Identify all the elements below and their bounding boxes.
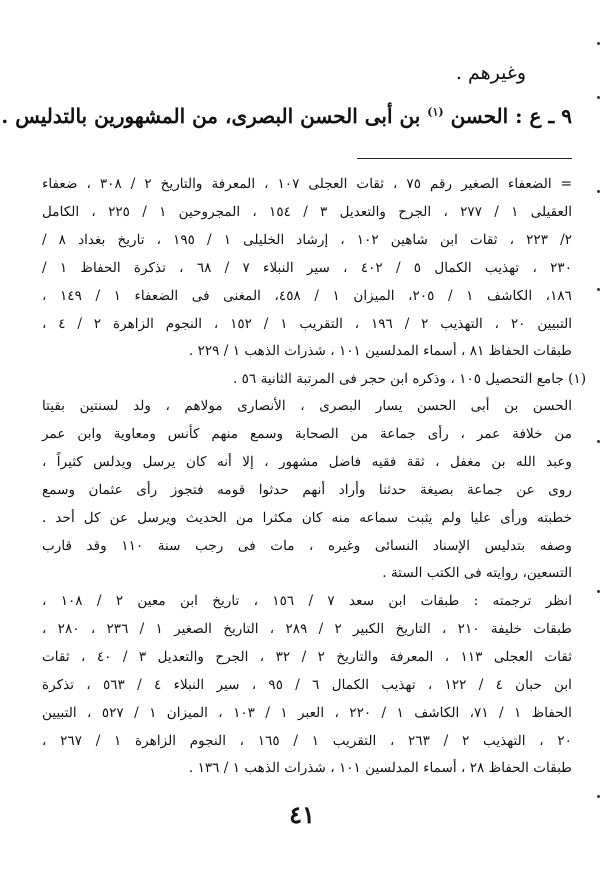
footnote-line: ثقات العجلى ١١٣ ، المعرفة والتاريخ ٢ / ٣٢ ، الجرح والتعديل ٣ / ٤٠ ، ثقات	[42, 649, 572, 665]
scan-speck	[597, 42, 600, 45]
footnote-line: خطبته ورأى عليا ولم يثبت سماعه منه كان مكثرا من الحديث ويرسل عن كل أحد .	[42, 510, 572, 526]
footnote-line: التسعين، روايته فى الكتب الستة .	[382, 565, 572, 581]
footnote-line: ٢/ ٢٢٣ ، ثقات ابن شاهين ١٠٢ ، إرشاد الخليلى ١ / ١٩٥ ، تاريخ بغداد ٨ /	[42, 232, 573, 248]
footnote-line: وعبد الله بن مغفل ، ثقة فقيه فاضل مشهور ، إلا أنه كان يرسل ويدلس كثيراً ،	[42, 454, 572, 470]
footnote-line: انظر ترجمته : طبقات ابن سعد ٧ / ١٥٦ ، تاريخ ابن معين ٢ / ١٠٨ ،	[42, 593, 572, 609]
scan-speck	[597, 795, 600, 798]
footnote-line: = الضعفاء الصغير رقم ٧٥ ، ثقات العجلى ١٠٧ ، المعرفة والتاريخ ٢ / ٣٠٨ ، ضعفاء	[42, 176, 572, 192]
scan-speck	[597, 96, 600, 99]
footnote-line: ٢٣٠ ، تهذيب الكمال ٥ / ٤٠٢ ، سير النبلاء ٧ / ٦٨ ، تذكرة الحفاظ ١ /	[42, 260, 573, 276]
scan-speck	[597, 440, 600, 443]
footnote-line: روى عن جماعة بصيغة حدثنا وأراد أنهم حدثوا قومه فتجوز رأى عثمان وسمع	[42, 482, 572, 498]
footnote-line: ابن حبان ٤ / ١٢٢ ، تهذيب الكمال ٦ / ٩٥ ، سير النبلاء ٤ / ٥٦٣ ، تذكرة	[42, 677, 572, 693]
footnote-line: طبقات الحفاظ ٢٨ ، أسماء المدلسين ١٠١ ، شذرات الذهب ١ / ١٣٦ .	[188, 760, 572, 776]
entry-description: بن أبى الحسن البصرى، من المشهورين بالتدليس .	[1, 104, 421, 128]
continuation-line: وغيرهم .	[455, 62, 526, 84]
footnote-line: وصفه بتدليس الإسناد النسائى وغيره ، مات فى رجب سنة ١١٠ وقد قارب	[42, 538, 572, 554]
footnote-line: ٢٠ ، التهذيب ٢ / ٢٦٣ ، التقريب ١ / ١٦٥ ، النجوم الزاهرة ١ / ٢٦٧ ،	[42, 733, 572, 749]
scan-speck	[597, 288, 600, 291]
entry-name: الحسن	[450, 104, 509, 128]
page-number: ٤١	[289, 800, 315, 829]
footnote-line: (١) جامع التحصيل ١٠٥ ، وذكره ابن حجر فى المرتبة الثانية ٥٦ .	[233, 371, 586, 387]
entry-number: ٩ ـ ع :	[515, 104, 572, 128]
footnote-line: الحفاظ ١ / ٧١، الكاشف ١ / ٢٢٠ ، العبر ١ / ١٠٣ ، الميزان ١ / ٥٢٧ ، التبيين	[42, 705, 572, 721]
footnote-line: طبقات الحفاظ ٨١ ، أسماء المدلسين ١٠١ ، شذرات الذهب ١ / ٢٢٩ .	[188, 343, 572, 359]
footnote-separator	[357, 158, 572, 159]
scan-speck	[597, 590, 600, 593]
footnote-line: العقيلى ١ / ٢٧٧ ، الجرح والتعديل ٣ / ١٥٤ ، المجروحين ١ / ٢٢٥ ، الكامل	[42, 204, 572, 220]
footnote-line: ١٨٦، الكاشف ١ / ٢٠٥، الميزان ١ / ٤٥٨، المغنى فى الضعفاء ١ / ١٤٩ ،	[42, 288, 572, 304]
footnote-line: من خلافة عمر ، رأى جماعة من الصحابة وسمع منهم كأنس ومعاوية وابن عمر	[42, 426, 572, 442]
entry-heading	[1, 104, 572, 128]
footnote-marker: (١)	[427, 105, 444, 119]
footnote-line: التبيين ٢٠ ، التهذيب ٢ / ١٩٦ ، التقريب ١ / ١٥٢ ، النجوم الزاهرة ٢ / ٤ ،	[42, 316, 572, 332]
footnote-line: الحسن بن أبى الحسن يسار البصرى ، الأنصارى مولاهم ، ولد لسنتين بقيتا	[42, 398, 572, 414]
scan-speck	[597, 190, 600, 193]
footnote-line: طبقات خليفة ٢١٠ ، التاريخ الكبير ٢ / ٢٨٩ ، التاريخ الصغير ١ / ٢٣٦ ، ٢٨٠ ،	[42, 621, 572, 637]
